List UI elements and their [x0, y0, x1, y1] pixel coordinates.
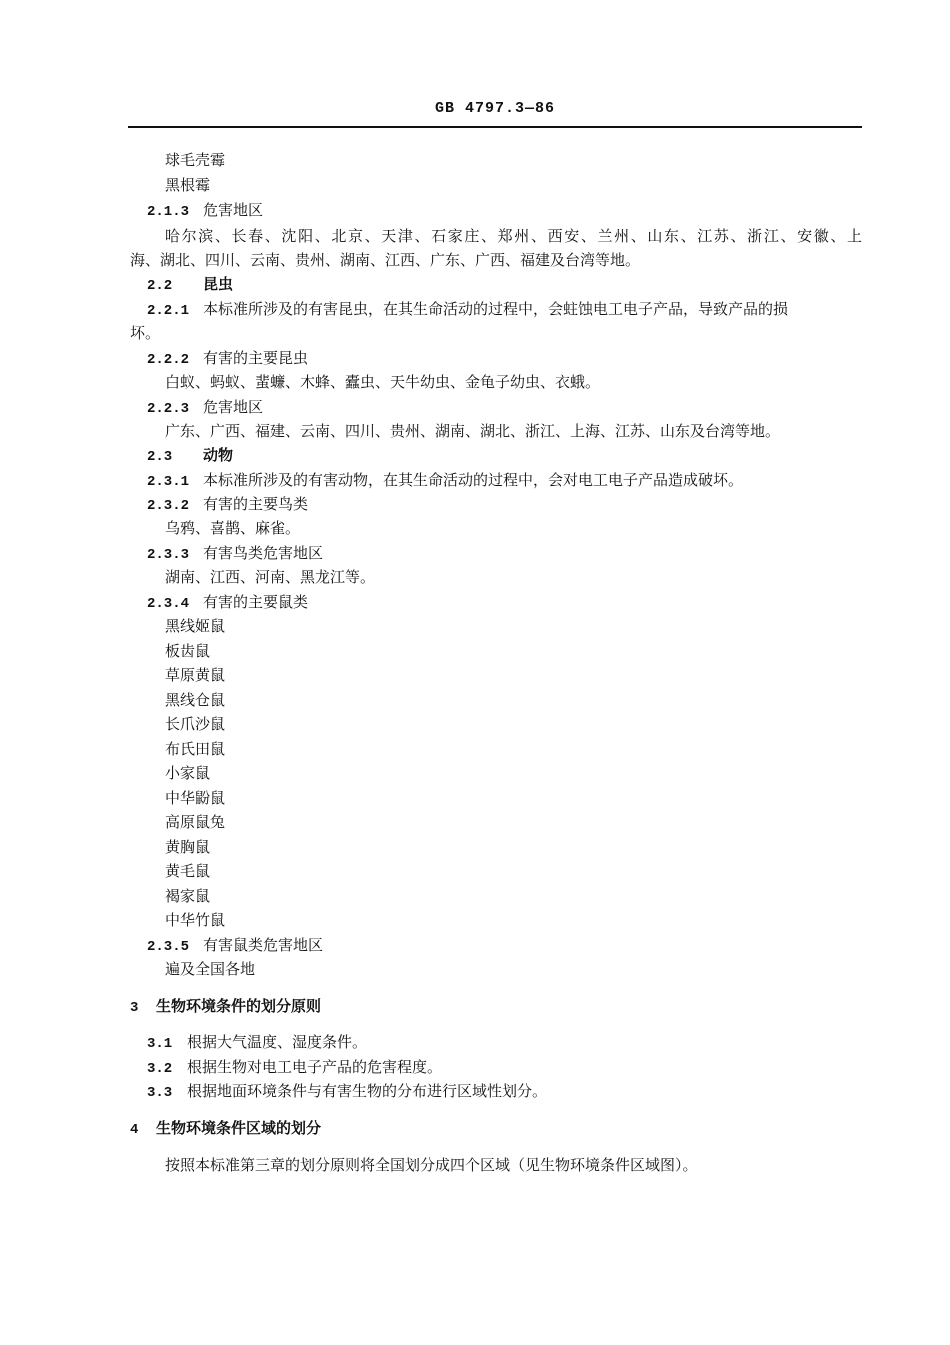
chapter-3-heading	[130, 996, 321, 1018]
rodent-item: 长爪沙鼠	[165, 715, 226, 733]
section-2-3-3	[147, 543, 323, 565]
paragraph-line: 广东、广西、福建、云南、四川、贵州、湖南、湖北、浙江、上海、江苏、山东及台湾等地。	[165, 422, 781, 440]
section-number: 2.2.3	[147, 401, 190, 417]
rodent-item: 板齿鼠	[165, 642, 211, 660]
section-2-3-2	[147, 494, 308, 516]
rodent-item: 布氏田鼠	[165, 740, 226, 758]
section-number: 2.3	[147, 449, 173, 465]
document-code: GB 4797.3—86	[434, 100, 556, 117]
rodent-item: 黄毛鼠	[165, 862, 211, 880]
section-number: 2.3.4	[147, 596, 190, 612]
paragraph-line: 本标准所涉及的有害动物，在其生命活动的过程中，会对电工电子产品造成破坏。	[203, 471, 744, 489]
section-3-1	[147, 1032, 367, 1054]
paragraph-line: 根据地面环境条件与有害生物的分布进行区域性划分。	[187, 1082, 548, 1100]
paragraph-line: 坏。	[130, 324, 161, 342]
section-title: 有害的主要鼠类	[203, 593, 309, 611]
section-2-3	[147, 445, 233, 467]
paragraph-line: 根据生物对电工电子产品的危害程度。	[187, 1058, 443, 1076]
paragraph-line: 按照本标准第三章的划分原则将全国划分成四个区域（见生物环境条件区域图）。	[165, 1156, 698, 1174]
section-2-3-5	[147, 935, 323, 957]
section-title: 昆虫	[203, 275, 234, 293]
section-number: 3.1	[147, 1036, 173, 1052]
chapter-title: 生物环境条件的划分原则	[156, 997, 322, 1015]
rodent-item: 褐家鼠	[165, 887, 211, 905]
rodent-item: 黑线姬鼠	[165, 617, 226, 635]
section-title: 有害的主要鸟类	[203, 495, 309, 513]
section-title: 危害地区	[203, 201, 264, 219]
paragraph-line: 乌鸦、喜鹊、麻雀。	[165, 519, 301, 537]
paragraph-line: 白蚁、蚂蚁、蜚蠊、木蜂、蠹虫、天牛幼虫、金龟子幼虫、衣蛾。	[165, 373, 601, 391]
rodent-item: 草原黄鼠	[165, 666, 226, 684]
chapter-4-heading	[130, 1118, 321, 1140]
rodent-item: 高原鼠兔	[165, 813, 226, 831]
paragraph-line: 根据大气温度、湿度条件。	[187, 1033, 368, 1051]
rodent-item: 中华鼢鼠	[165, 789, 226, 807]
paragraph-line: 遍及全国各地	[165, 960, 256, 978]
chapter-number: 3	[130, 1000, 139, 1016]
section-2-2	[147, 274, 233, 296]
chapter-number: 4	[130, 1122, 139, 1138]
section-2-2-1	[147, 299, 788, 321]
section-number: 3.3	[147, 1085, 173, 1101]
section-number: 2.3.1	[147, 474, 190, 490]
section-2-2-3	[147, 397, 263, 419]
rodent-item: 小家鼠	[165, 764, 211, 782]
paragraph-line: 海、湖北、四川、云南、贵州、湖南、江西、广东、广西、福建及台湾等地。	[130, 251, 641, 269]
section-2-1-3	[147, 200, 263, 222]
section-number: 2.3.3	[147, 547, 190, 563]
section-title: 有害的主要昆虫	[203, 349, 309, 367]
rodent-item: 中华竹鼠	[165, 911, 226, 929]
section-number: 2.2	[147, 278, 173, 294]
paragraph-line: 本标准所涉及的有害昆虫，在其生命活动的过程中，会蛀蚀电工电子产品，导致产品的损	[203, 300, 789, 318]
header-rule	[128, 126, 862, 128]
section-3-3	[147, 1081, 547, 1103]
paragraph-line: 湖南、江西、河南、黑龙江等。	[165, 568, 376, 586]
paragraph-line: 哈尔滨、长春、沈阳、北京、天津、石家庄、郑州、西安、兰州、山东、江苏、浙江、安徽、上	[165, 227, 862, 245]
rodent-item: 黄胸鼠	[165, 838, 211, 856]
section-title: 有害鼠类危害地区	[203, 936, 324, 954]
section-title: 危害地区	[203, 398, 264, 416]
section-number: 2.3.2	[147, 498, 190, 514]
section-2-3-4	[147, 592, 308, 614]
section-title: 有害鸟类危害地区	[203, 544, 324, 562]
section-title: 动物	[203, 446, 234, 464]
section-3-2	[147, 1057, 442, 1079]
section-number: 2.2.1	[147, 303, 190, 319]
fungus-item: 黑根霉	[165, 176, 211, 194]
section-2-2-2	[147, 348, 308, 370]
section-number: 2.3.5	[147, 939, 190, 955]
section-number: 2.2.2	[147, 352, 190, 368]
section-2-3-1	[147, 470, 743, 492]
section-number: 3.2	[147, 1061, 173, 1077]
fungus-item: 球毛壳霉	[165, 151, 226, 169]
section-number: 2.1.3	[147, 204, 190, 220]
chapter-title: 生物环境条件区域的划分	[156, 1119, 322, 1137]
rodent-item: 黑线仓鼠	[165, 691, 226, 709]
